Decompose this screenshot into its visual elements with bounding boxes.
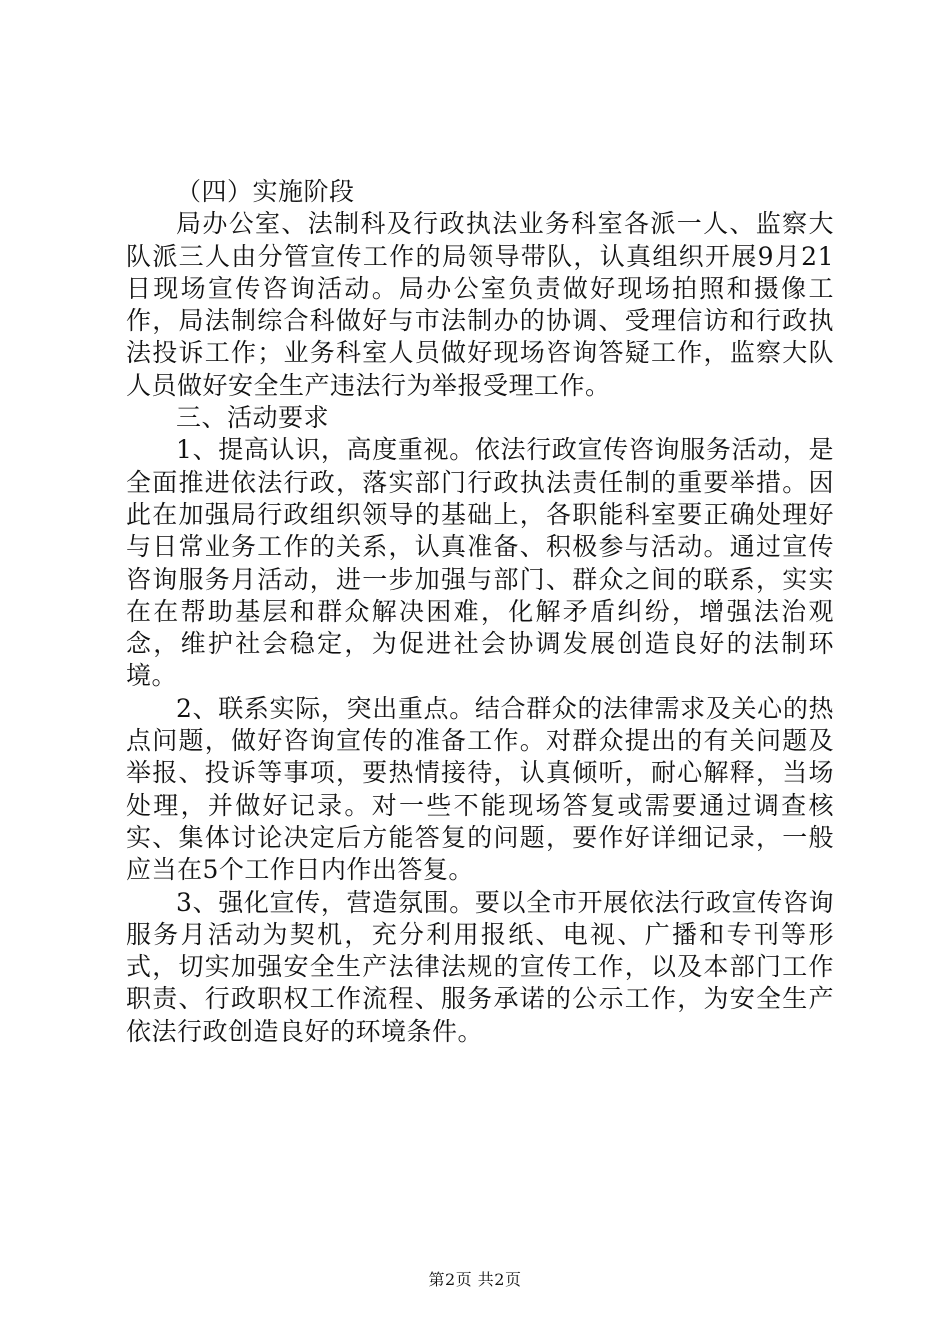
page-number-label: 第2页 共2页 (428, 1270, 522, 1289)
paragraph-requirement-2: 2、联系实际，突出重点。结合群众的法律需求及关心的热点问题，做好咨询宣传的准备工作。对群众提出的有关问题及举报、投诉等事项，要热情接待，认真倾听，耐心解释，当场处理，并做好记录。对一些不能现场答复或需要通过调查核实、集体讨论决定后方能答复的问题，要作好详细记录，一般应当在5个工作日内作出答复。 (126, 693, 834, 885)
document-body (126, 176, 834, 1048)
section-heading-implementation-stage: （四）实施阶段 (176, 177, 355, 206)
section-heading-activity-requirements: 三、活动要求 (176, 403, 330, 433)
paragraph-requirement-3: 3、强化宣传，营造氛围。要以全市开展依法行政宣传咨询服务月活动为契机，充分利用报纸、电视、广播和专刊等形式，切实加强安全生产法律法规的宣传工作，以及本部门工作职责、行政职权工作流程、服务承诺的公示工作，为安全生产依法行政创造良好的环境条件。 (126, 887, 834, 1046)
paragraph-implementation-details: 局办公室、法制科及行政执法业务科室各派一人、监察大队派三人由分管宣传工作的局领导带队，认真组织开展9月21日现场宣传咨询活动。局办公室负责做好现场拍照和摄像工作，局法制综合科做好与市法制办的协调、受理信访和行政执法投诉工作；业务科室人员做好现场咨询答疑工作，监察大队人员做好安全生产违法行为举报受理工作。 (126, 209, 834, 400)
page-footer (0, 1270, 950, 1290)
paragraph-requirement-1: 1、提高认识，高度重视。依法行政宣传咨询服务活动，是全面推进依法行政，落实部门行政执法责任制的重要举措。因此在加强局行政组织领导的基础上，各职能科室要正确处理好与日常业务工作的关系，认真准备、积极参与活动。通过宣传咨询服务月活动，进一步加强与部门、群众之间的联系，实实在在帮助基层和群众解决困难，化解矛盾纠纷，增强法治观念，维护社会稳定，为促进社会协调发展创造良好的法制环境。 (126, 435, 834, 691)
